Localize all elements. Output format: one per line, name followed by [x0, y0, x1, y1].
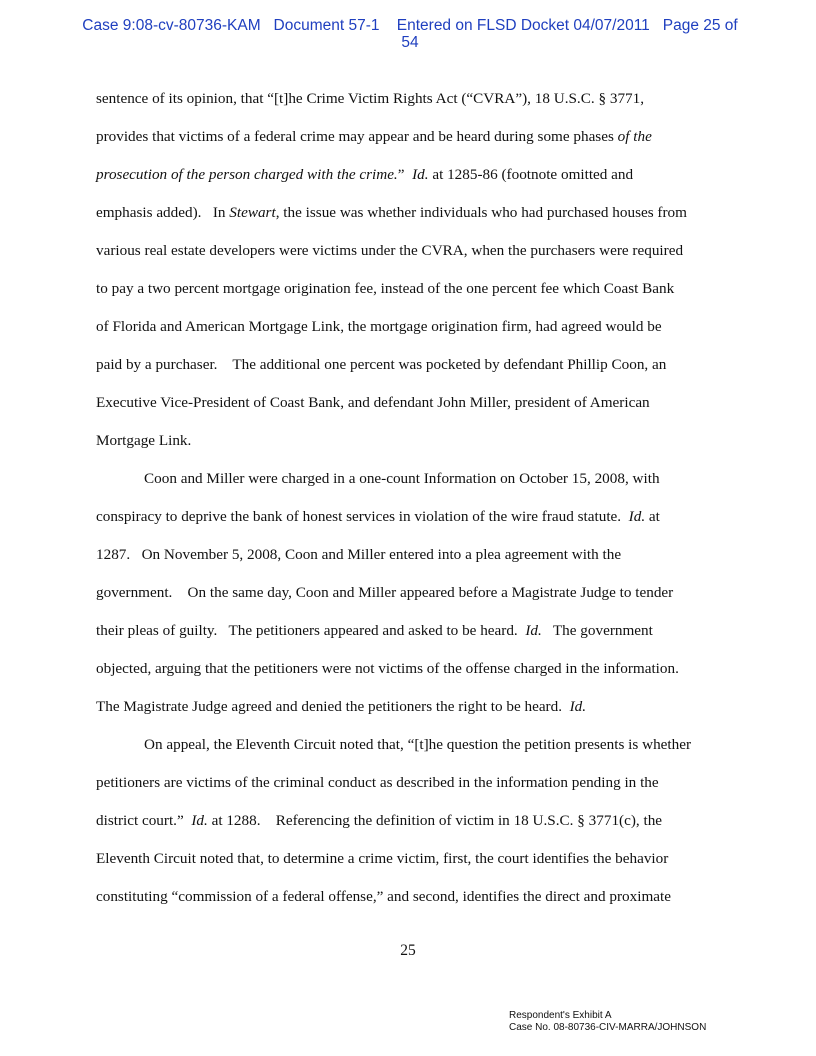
text-run: , the issue was whether individuals who had purchased houses from [275, 204, 687, 221]
text-run: paid by a purchaser. The additional one percent was pocketed by defendant Phillip Coon, an [96, 356, 667, 373]
text-run: petitioners are victims of the criminal conduct as described in the information pending in the [96, 774, 659, 791]
text-run: emphasis added). In [96, 204, 230, 221]
text-run: provides that victims of a federal crime may appear and be heard during some phases [96, 128, 618, 145]
text-run: Stewart [229, 204, 276, 221]
page-total: 54 [401, 34, 419, 51]
text-line [96, 774, 659, 792]
text-run: Id. [628, 508, 646, 525]
text-run: Eleventh Circuit noted that, to determine a crime victim, first, the court identifies the behavior [96, 850, 669, 867]
text-run: The government [541, 622, 653, 639]
text-run: Coon and Miller were charged in a one-count Information on October 15, 2008, with [144, 470, 660, 487]
text-run: constituting “commission of a federal offense,” and second, identifies the direct and proximate [96, 888, 671, 905]
entered-date: Entered on FLSD Docket 04/07/2011 [396, 17, 650, 34]
text-run: to pay a two percent mortgage origination fee, instead of the one percent fee which Coast Bank [96, 280, 675, 297]
text-line [96, 90, 644, 108]
text-run: 1287. On November 5, 2008, Coon and Miller entered into a plea agreement with the [96, 546, 622, 563]
text-run: Id. [191, 812, 208, 829]
text-run: On appeal, the Eleventh Circuit noted that, “[t]he question the petition presents is whether [144, 736, 692, 753]
text-line [96, 128, 652, 146]
text-run: sentence of its opinion, that “[t]he Crime Victim Rights Act (“CVRA”), 18 U.S.C. § 3771, [96, 90, 645, 107]
text-line [96, 812, 662, 830]
text-line [96, 432, 191, 450]
text-line [96, 622, 653, 640]
text-line [96, 356, 666, 374]
text-run: district court.” [96, 812, 192, 829]
text-run: conspiracy to deprive the bank of honest services in violation of the wire fraud statute. [96, 508, 629, 525]
text-run: ” [397, 166, 413, 183]
text-run: Id. [569, 698, 587, 715]
text-line [96, 280, 674, 298]
text-run: of Florida and American Mortgage Link, the mortgage origination firm, had agreed would be [96, 318, 662, 335]
text-line [96, 204, 687, 222]
text-run: prosecution of the person charged with the crime. [96, 166, 398, 183]
text-run: government. On the same day, Coon and Miller appeared before a Magistrate Judge to tender [96, 584, 674, 601]
text-run: at 1285-86 (footnote omitted and [428, 166, 634, 183]
text-line [96, 888, 671, 906]
text-line [144, 736, 691, 754]
text-line [96, 660, 679, 678]
text-line [96, 318, 662, 336]
text-run: Id. [412, 166, 429, 183]
text-line [96, 546, 621, 564]
page-of: Page 25 of [662, 17, 738, 34]
page-number: 25 [400, 942, 416, 959]
text-run: Executive Vice-President of Coast Bank, and defendant John Miller, president of American [96, 394, 650, 411]
text-run: at 1288. Referencing the definition of victim in 18 U.S.C. § 3771(c), the [207, 812, 663, 829]
text-run: their pleas of guilty. The petitioners appeared and asked to be heard. [96, 622, 526, 639]
text-line [96, 166, 633, 184]
text-run: Id. [525, 622, 542, 639]
exhibit-title: Respondent's Exhibit A [509, 1010, 612, 1021]
text-run: The Magistrate Judge agreed and denied the petitioners the right to be heard. [96, 698, 570, 715]
docket-stamp-line [60, 17, 760, 34]
text-run: of the [617, 128, 652, 145]
text-run: objected, arguing that the petitioners were not victims of the offense charged in the information. [96, 660, 679, 677]
text-run: Mortgage Link. [96, 432, 192, 449]
text-line [144, 470, 660, 488]
case-number: Case 9:08-cv-80736-KAM [82, 17, 261, 34]
text-run: at [645, 508, 660, 525]
text-run: various real estate developers were victims under the CVRA, when the purchasers were required [96, 242, 684, 259]
text-line [96, 850, 668, 868]
text-line [96, 584, 673, 602]
text-line [96, 698, 586, 716]
exhibit-label [509, 1010, 706, 1034]
text-line [96, 508, 660, 526]
document-number: Document 57-1 [273, 17, 380, 34]
docket-stamp-header [60, 17, 760, 51]
text-line [96, 394, 650, 412]
text-line [96, 242, 683, 260]
exhibit-case-number: Case No. 08-80736-CIV-MARRA/JOHNSON [509, 1022, 707, 1033]
